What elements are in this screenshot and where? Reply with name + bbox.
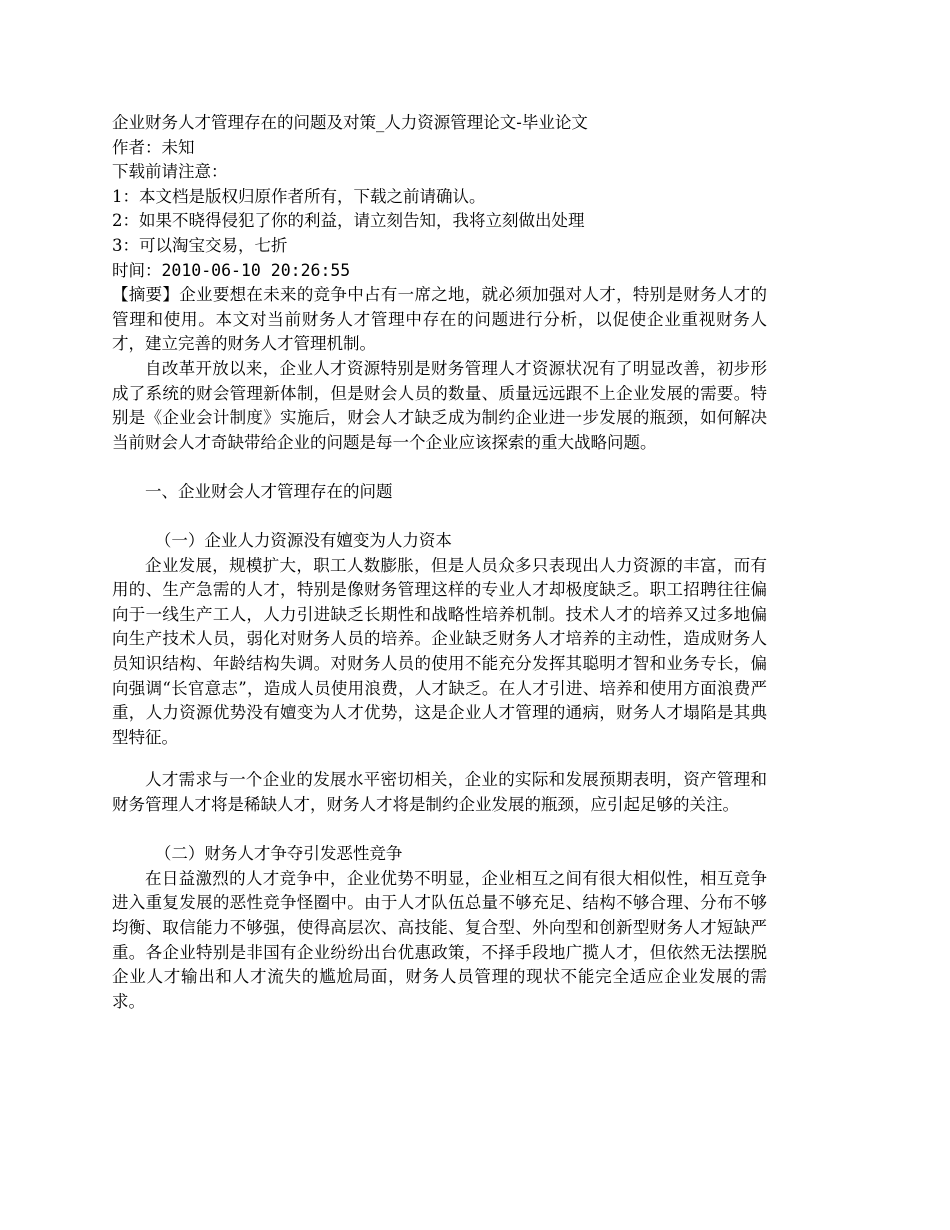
spacer <box>112 505 767 530</box>
timestamp-line: 时间：2010-06-10 20:26:55 <box>112 260 351 280</box>
subsection-2-paragraph-1: 在日益激烈的人才竞争中，企业优势不明显，企业相互之间有很大相似性，相互竞争进入重复发展的恶性竞争怪圈中。由于人才队伍总量不够充足、结构不够合理、分布不够均衡、取信能力不够强，使得高层次、高技能、复合型、外向型和创新型财务人才短缺严重。各企业特别是非国有企业纷纷出台优惠政策，不择手段地广揽人才，但依然无法摆脱企业人才输出和人才流失的尴尬局面，财务人员管理的现状不能完全适应企业发展的需求。 <box>112 868 767 1011</box>
subsection-1-paragraph-2: 人才需求与一个企业的发展水平密切相关，企业的实际和发展预期表明，资产管理和财务管理人才将是稀缺人才，财务人才将是制约企业发展的瓶颈，应引起足够的关注。 <box>112 770 767 815</box>
subsection-1-paragraph-1: 企业发展，规模扩大，职工人数膨胀，但是人员众多只表现出人力资源的丰富，而有用的、生产急需的人才，特别是像财务管理这样的专业人才却极度缺乏。职工招聘往往偏向于一线生产工人，人力引进缺乏长期性和战略性培养机制。技术人才的培养又过多地偏向生产技术人员，弱化对财务人员的培养。企业缺乏财务人才培养的主动性，造成财务人员知识结构、年龄结构失调。对财务人员的使用不能充分发挥其聪明才智和业务专长，偏向强调“长官意志”，造成人员使用浪费，人才缺乏。在人才引进、培养和使用方面浪费严重，人力资源优势没有嬗变为人才优势，这是企业人才管理的通病，财务人才塌陷是其典型特征。 <box>112 555 767 747</box>
document-body <box>112 111 767 1014</box>
document-title: 企业财务人才管理存在的问题及对策_人力资源管理论文-毕业论文 <box>112 113 588 132</box>
abstract-paragraph: 【摘要】企业要想在未来的竞争中占有一席之地，就必须加强对人才，特别是财务人才的管理和使用。本文对当前财务人才管理中存在的问题进行分析，以促使企业重视财务人才，建立完善的财务人才管理机制。 <box>112 285 767 354</box>
subsection-heading-1: （一）企业人力资源没有嬗变为人力资本 <box>154 531 452 551</box>
spacer <box>112 818 767 843</box>
spacer <box>112 455 767 480</box>
notice-item-2: 2：如果不晓得侵犯了你的利益，请立刻告知，我将立刻做出处理 <box>112 211 585 231</box>
intro-paragraph: 自改革开放以来，企业人才资源特别是财务管理人才资源状况有了明显改善，初步形成了系统的财会管理新体制，但是财会人员的数量、质量远远跟不上企业发展的需要。特别是《企业会计制度》实施后，财会人才缺乏成为制约企业进一步发展的瓶颈，如何解决当前财会人才奇缺带给企业的问题是每一个企业应该探索的重大战略问题。 <box>112 358 767 452</box>
notice-title: 下载前请注意： <box>112 162 228 182</box>
notice-item-1: 1：本文档是版权归原作者所有，下载之前请确认。 <box>112 186 486 206</box>
section-heading-1: 一、企业财会人才管理存在的问题 <box>145 481 393 501</box>
notice-item-3: 3：可以淘宝交易，七折 <box>112 235 288 255</box>
subsection-heading-2: （二）财务人才争夺引发恶性竞争 <box>154 844 403 864</box>
author-line: 作者：未知 <box>112 137 195 157</box>
spacer <box>112 750 767 768</box>
